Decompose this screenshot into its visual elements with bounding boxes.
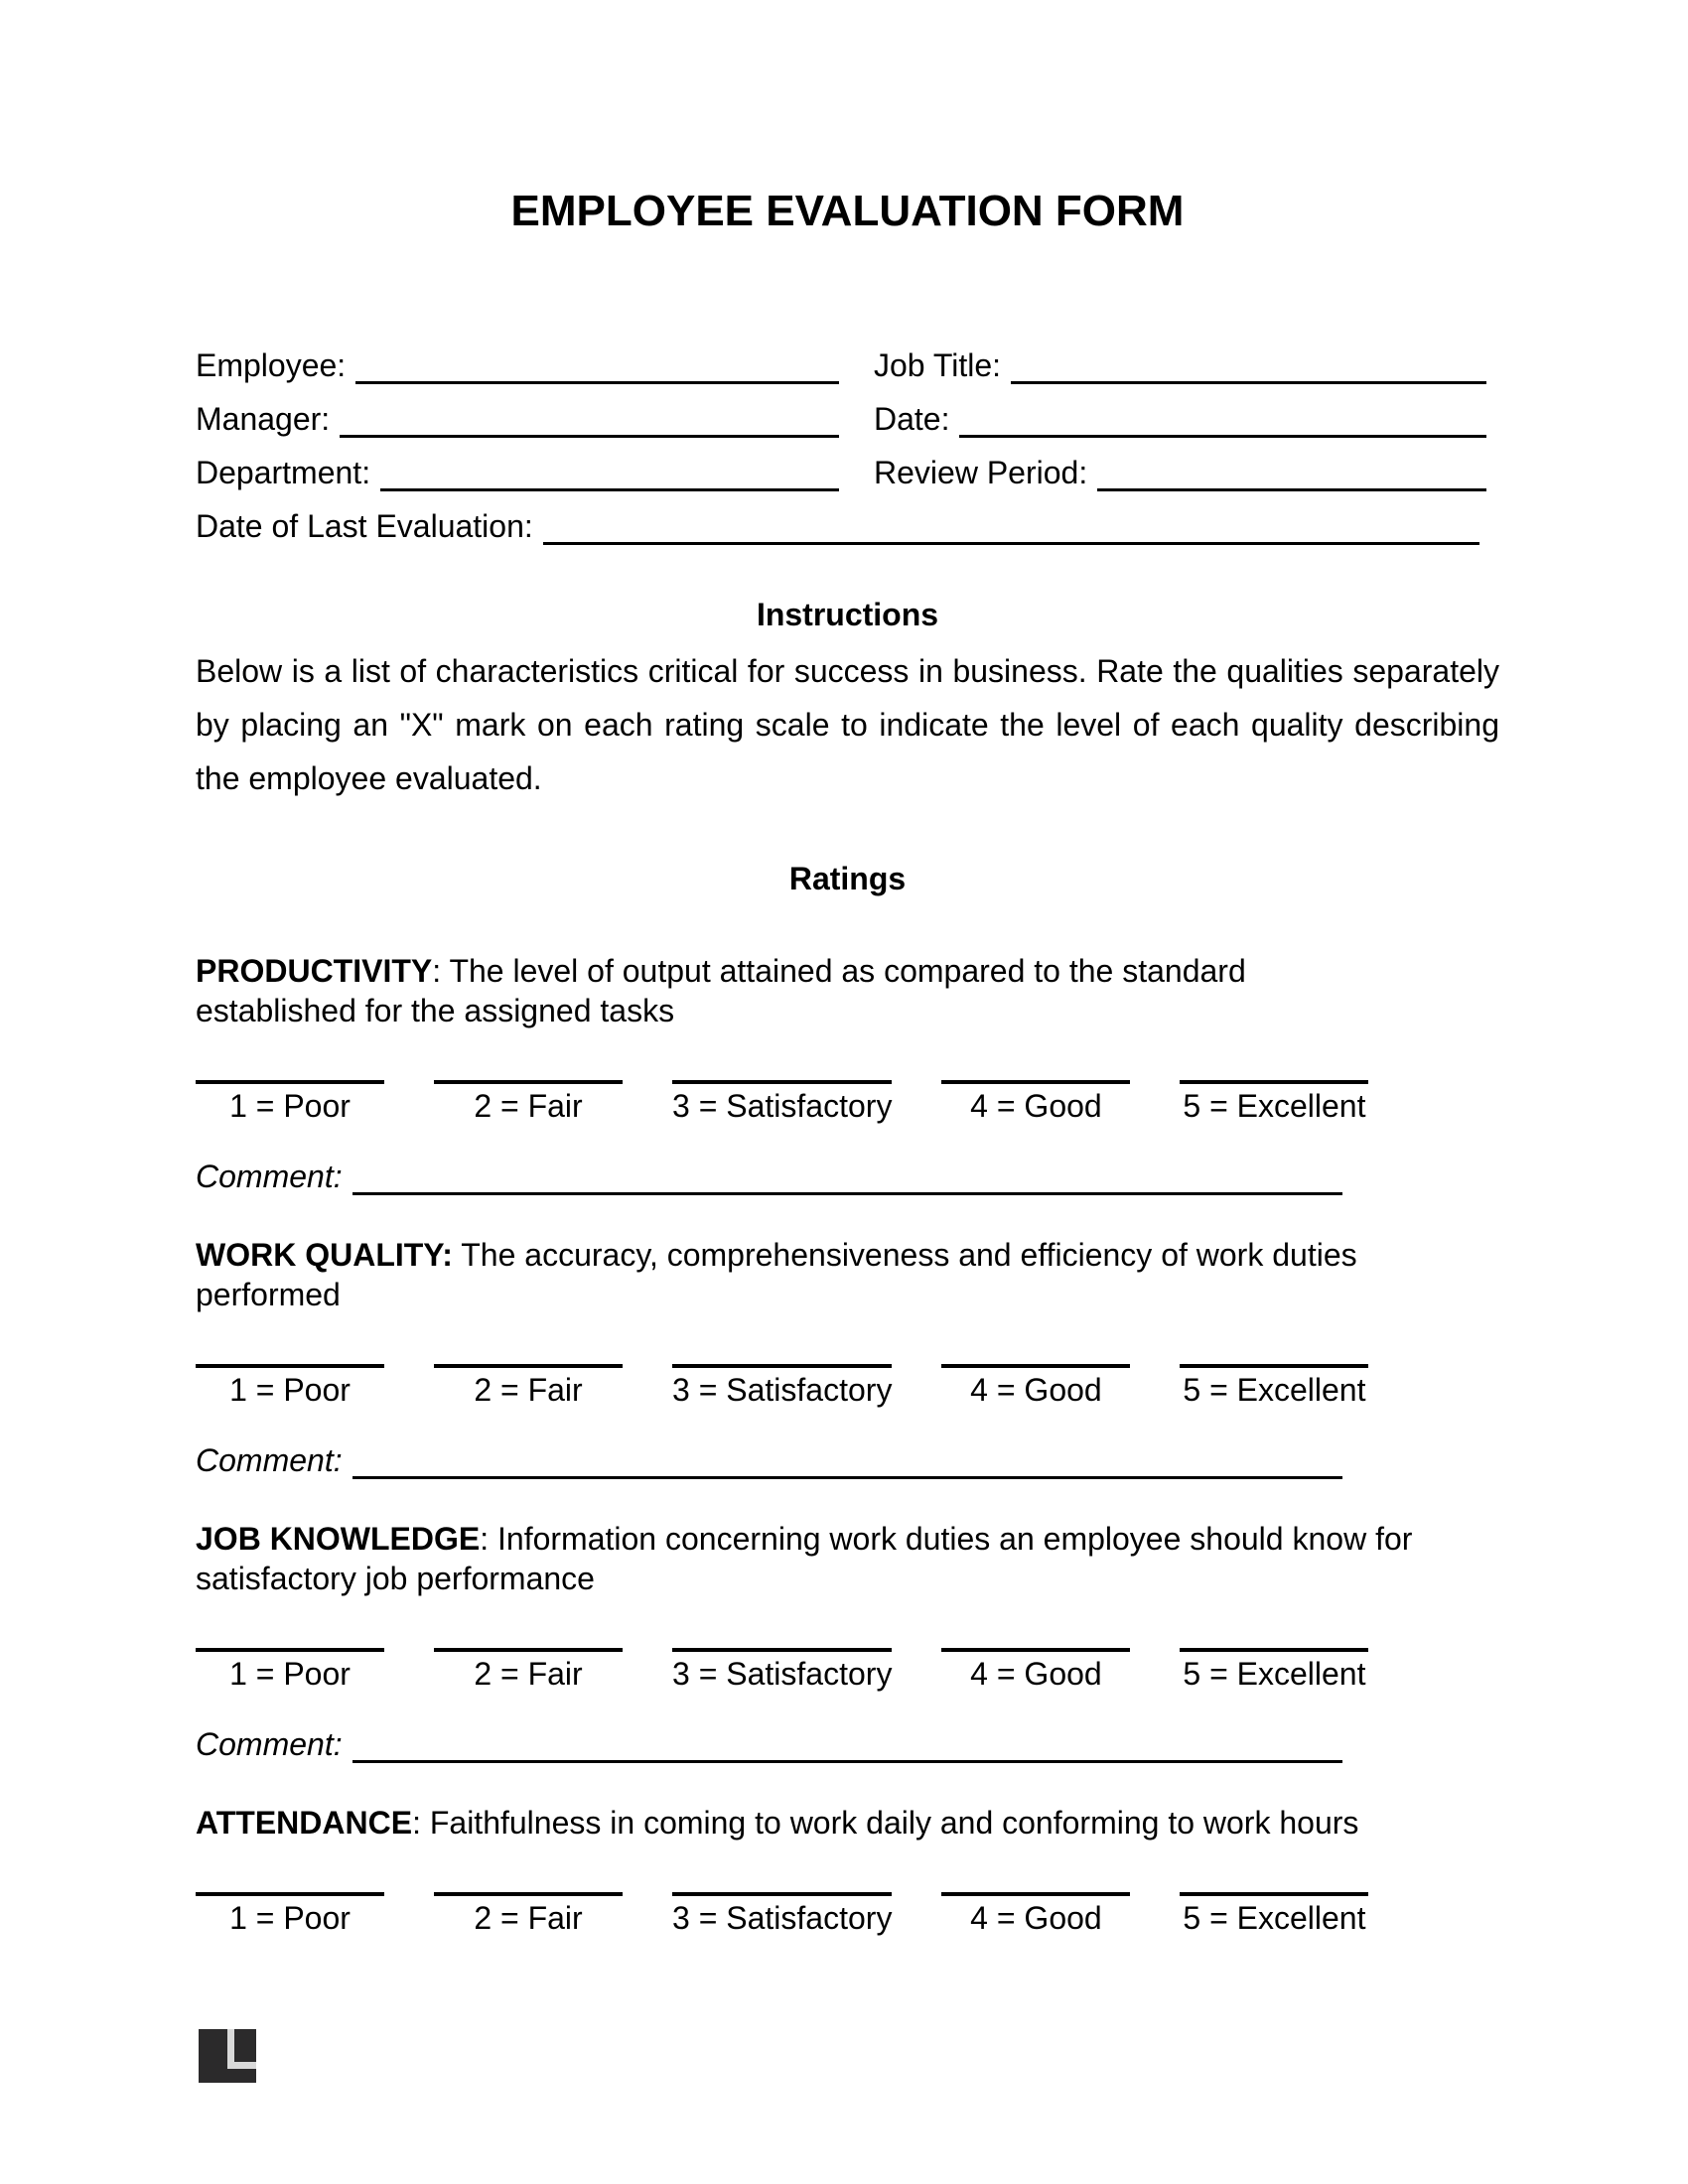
scale-option-good	[941, 1364, 1130, 1409]
rating-separator: :	[432, 953, 450, 989]
scale-blank-line[interactable]	[1180, 1080, 1368, 1084]
scale-caption	[434, 1372, 623, 1409]
field-manager	[196, 401, 839, 438]
scale-caption	[196, 1088, 384, 1125]
scale-caption	[941, 1088, 1130, 1125]
scale-label: 5 = Excellent	[1183, 1656, 1366, 1692]
scale-option-fair	[434, 1892, 623, 1937]
scale-caption	[941, 1372, 1130, 1409]
rating-description-line-2: established for the assigned tasks	[196, 993, 675, 1028]
rating-term	[196, 951, 1499, 1030]
scale-caption	[434, 1656, 623, 1693]
scale-option-poor	[196, 1364, 384, 1409]
header-row-3	[196, 455, 1486, 491]
scale-label: 4 = Good	[970, 1656, 1102, 1692]
scale-option-poor	[196, 1080, 384, 1125]
field-review-period	[874, 455, 1486, 491]
scale-label: 3 = Satisfactory	[672, 1088, 893, 1124]
instructions-paragraph: Below is a list of characteristics critical for success in business. Rate the qualities separately by placing an "X" mark on each rating scale to indicate the level of each quality describing the employee evaluated.	[196, 653, 1499, 796]
scale-label: 5 = Excellent	[1183, 1900, 1366, 1936]
scale-blank-line[interactable]	[941, 1892, 1130, 1896]
scale-blank-line[interactable]	[1180, 1648, 1368, 1652]
comment-label: Comment:	[196, 1726, 343, 1762]
scale-blank-line[interactable]	[672, 1892, 892, 1896]
rating-description-line-1: The level of output attained as compared to the standard	[449, 953, 1246, 989]
scale-caption	[434, 1900, 623, 1937]
logo-l-icon	[227, 2029, 256, 2069]
scale-caption	[196, 1900, 384, 1937]
scale-blank-line[interactable]	[672, 1648, 892, 1652]
field-date-of-last-evaluation	[196, 508, 1479, 545]
job-title-label: Job Title:	[874, 347, 1002, 383]
scale-option-excellent	[1180, 1892, 1368, 1937]
rating-term	[196, 1803, 1499, 1843]
scale-option-good	[941, 1892, 1130, 1937]
field-department	[196, 455, 839, 491]
scale-option-fair	[434, 1080, 623, 1125]
scale-label: 1 = Poor	[229, 1372, 351, 1408]
manager-label: Manager:	[196, 401, 331, 437]
rating-description-line-1: Faithfulness in coming to work daily and conforming to work hours	[429, 1805, 1359, 1841]
rating-scale-row	[196, 1648, 1366, 1693]
scale-caption	[672, 1656, 892, 1693]
scale-blank-line[interactable]	[941, 1080, 1130, 1084]
rating-separator	[453, 1237, 461, 1273]
rating-section-work-quality	[196, 1235, 1499, 1479]
rating-separator: :	[480, 1521, 498, 1557]
comment-blank-line[interactable]	[352, 1476, 1342, 1479]
scale-caption	[1180, 1656, 1368, 1693]
comment-blank-line[interactable]	[352, 1192, 1342, 1195]
scale-label: 2 = Fair	[474, 1088, 583, 1124]
date-of-last-evaluation-blank-line[interactable]	[543, 542, 1479, 545]
scale-option-good	[941, 1080, 1130, 1125]
scale-label: 4 = Good	[970, 1900, 1102, 1936]
date-label: Date:	[874, 401, 950, 437]
rating-section-attendance	[196, 1803, 1499, 1937]
rating-section-productivity	[196, 951, 1499, 1195]
instructions-heading: Instructions	[756, 597, 939, 632]
rating-description-line-1: The accuracy, comprehensiveness and efficiency of work duties	[461, 1237, 1357, 1273]
scale-caption	[672, 1900, 892, 1937]
job-title-blank-line[interactable]	[1011, 381, 1486, 384]
scale-option-good	[941, 1648, 1130, 1693]
scale-caption	[1180, 1900, 1368, 1937]
scale-label: 1 = Poor	[229, 1088, 351, 1124]
scale-caption	[434, 1088, 623, 1125]
manager-blank-line[interactable]	[340, 435, 839, 438]
scale-label: 5 = Excellent	[1183, 1088, 1366, 1124]
scale-label: 3 = Satisfactory	[672, 1900, 893, 1936]
field-date	[874, 401, 1486, 438]
scale-option-satisfactory	[672, 1364, 892, 1409]
department-label: Department:	[196, 455, 371, 490]
rating-name: PRODUCTIVITY	[196, 953, 433, 989]
scale-blank-line[interactable]	[196, 1892, 384, 1896]
scale-option-satisfactory	[672, 1080, 892, 1125]
review-period-blank-line[interactable]	[1097, 488, 1486, 491]
scale-option-fair	[434, 1648, 623, 1693]
scale-option-satisfactory	[672, 1892, 892, 1937]
scale-label: 1 = Poor	[229, 1900, 351, 1936]
comment-label: Comment:	[196, 1442, 343, 1478]
scale-blank-line[interactable]	[196, 1648, 384, 1652]
scale-option-satisfactory	[672, 1648, 892, 1693]
scale-label: 2 = Fair	[474, 1900, 583, 1936]
scale-blank-line[interactable]	[672, 1080, 892, 1084]
scale-blank-line[interactable]	[434, 1648, 623, 1652]
header-row-2	[196, 401, 1486, 438]
header-fields	[196, 347, 1499, 545]
page-title: EMPLOYEE EVALUATION FORM	[510, 187, 1185, 235]
scale-blank-line[interactable]	[672, 1364, 892, 1368]
rating-description-line-2: satisfactory job performance	[196, 1561, 595, 1596]
field-job-title	[874, 347, 1486, 384]
rating-section-job-knowledge	[196, 1519, 1499, 1763]
rating-scale-row	[196, 1364, 1366, 1409]
scale-blank-line[interactable]	[941, 1364, 1130, 1368]
scale-caption	[1180, 1088, 1368, 1125]
scale-option-poor	[196, 1648, 384, 1693]
scale-caption	[196, 1372, 384, 1409]
rating-scale-row	[196, 1080, 1366, 1125]
rating-name: JOB KNOWLEDGE	[196, 1521, 481, 1557]
scale-option-excellent	[1180, 1364, 1368, 1409]
scale-caption	[941, 1656, 1130, 1693]
date-of-last-evaluation-label: Date of Last Evaluation:	[196, 508, 533, 544]
scale-label: 1 = Poor	[229, 1656, 351, 1692]
rating-description-line-1: Information concerning work duties an employee should know for	[497, 1521, 1413, 1557]
scale-option-fair	[434, 1364, 623, 1409]
scale-caption	[672, 1372, 892, 1409]
comment-row	[196, 1726, 1342, 1763]
scale-caption	[672, 1088, 892, 1125]
scale-blank-line[interactable]	[941, 1648, 1130, 1652]
header-row-1	[196, 347, 1486, 384]
scale-label: 5 = Excellent	[1183, 1372, 1366, 1408]
rating-separator: :	[412, 1805, 430, 1841]
scale-caption	[1180, 1372, 1368, 1409]
scale-blank-line[interactable]	[1180, 1364, 1368, 1368]
rating-name: ATTENDANCE	[196, 1805, 413, 1841]
scale-label: 3 = Satisfactory	[672, 1656, 893, 1692]
employee-label: Employee:	[196, 347, 347, 383]
comment-blank-line[interactable]	[352, 1760, 1342, 1763]
scale-option-excellent	[1180, 1080, 1368, 1125]
scale-option-poor	[196, 1892, 384, 1937]
scale-label: 2 = Fair	[474, 1372, 583, 1408]
scale-blank-line[interactable]	[196, 1080, 384, 1084]
scale-label: 4 = Good	[970, 1088, 1102, 1124]
rating-name: WORK QUALITY:	[196, 1237, 453, 1273]
scale-blank-line[interactable]	[196, 1364, 384, 1368]
employee-blank-line[interactable]	[355, 381, 839, 384]
review-period-label: Review Period:	[874, 455, 1088, 490]
scale-label: 2 = Fair	[474, 1656, 583, 1692]
comment-row	[196, 1159, 1342, 1195]
scale-caption	[941, 1900, 1130, 1937]
date-blank-line[interactable]	[959, 435, 1486, 438]
rating-term	[196, 1235, 1499, 1314]
scale-blank-line[interactable]	[434, 1892, 623, 1896]
legal-templates-logo	[199, 2029, 256, 2083]
department-blank-line[interactable]	[380, 488, 839, 491]
header-row-4	[196, 508, 1486, 545]
comment-label: Comment:	[196, 1159, 343, 1194]
rating-term	[196, 1519, 1499, 1598]
scale-option-excellent	[1180, 1648, 1368, 1693]
comment-row	[196, 1442, 1342, 1479]
scale-blank-line[interactable]	[434, 1080, 623, 1084]
field-employee	[196, 347, 839, 384]
scale-blank-line[interactable]	[1180, 1892, 1368, 1896]
scale-blank-line[interactable]	[434, 1364, 623, 1368]
scale-caption	[196, 1656, 384, 1693]
scale-label: 3 = Satisfactory	[672, 1372, 893, 1408]
scale-label: 4 = Good	[970, 1372, 1102, 1408]
rating-scale-row	[196, 1892, 1366, 1937]
rating-description-line-2: performed	[196, 1277, 341, 1312]
ratings-heading: Ratings	[788, 861, 907, 896]
